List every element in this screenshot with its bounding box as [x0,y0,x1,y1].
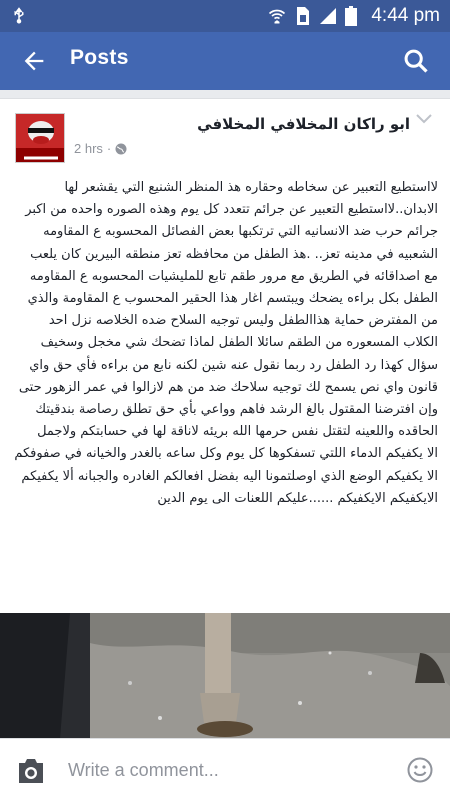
page-title: Posts [70,46,129,69]
post-card [0,98,450,738]
meta-separator: · [106,141,112,156]
search-icon[interactable] [402,47,430,75]
status-icons [267,0,440,32]
comment-bar [0,738,450,800]
chevron-down-icon[interactable] [416,113,432,125]
post-body [14,177,438,510]
sim-icon [295,6,311,26]
usb-icon [10,7,28,25]
wifi-calling-icon [267,6,287,26]
post-timestamp[interactable]: 2 hrs [74,141,103,156]
comment-input[interactable]: Write a comment... [68,760,219,780]
arrow-back-icon[interactable] [20,47,48,75]
battery-icon [345,6,357,26]
smiley-icon[interactable] [407,757,433,783]
app-bar [0,32,450,90]
post-paragraph: الا يكفيكم الدماء اللتي تسفكوها كل يوم وكل ساعه بالغدر والخيانه في صفوفكم الا يكفيكم الوضع الذي اوصلتمونا اليه بفضل افعالكم الغادره والجبانه ألا يكفيكم الايكفيكم الايكفيكم ......عليكم اللعنات الى يوم الدين [14,446,438,506]
post-author[interactable]: ابو راكان المخلافي المخلافي [197,115,410,133]
avatar[interactable] [15,113,65,163]
post-photo[interactable] [0,613,450,738]
camera-icon[interactable] [16,758,46,784]
post-paragraph: لااستطيع التعبير عن سخاطه وحقاره هذ المنظر الشنيع التي يقشعر لها الابدان..لااستطيع التعبير عن جرائم تتعدد كل يوم وهذه الصوره واحده من اكبر جرائم حرب ضد الانسانيه التي ترتكبها بعض الفصائل المحسوبه ع المقاومه الشعبيه في مدينه تعز.. .هذ الطفل من محافظه تعز منطقه البيرين كان يلعب مع اصداقائه في الطريق مع مرور طقم تابع للمليشيات المحسوبه ع المقاومه الطفل بكل براءه يضحك ويبتسم اغار هذا الحقير المحسوب ع المقاومة والذي من المفترض حماية هذاالطفل وليس توجيه السلاح ضده الخلاصه نزل احد الكلاب المسعوره من الطقم سائلا الطفل لماذا تضحك شي مخجل وسخيف سؤال كهذا رد الطفل رد ربما نقول عنه شين لكنه نابع من براءه فأي حق واي قانون واي نص يسمح لك توجيه سلاحك ضد من هم لازالوا في عمر الزهور حتى وإن افترضنا المقتول بالغ الرشد فاهم وواعي بأي حق تطلق رصاصة بندقيتك الحاقده واللعينه لتقتل نفس حرمها الله بريئه لاناقة لها في حسابتكم ولاجمل [18,180,438,440]
post-meta [74,141,127,156]
globe-icon [115,143,127,155]
signal-icon [319,7,337,25]
status-bar [0,0,450,32]
clock: 4:44 pm [371,5,440,26]
